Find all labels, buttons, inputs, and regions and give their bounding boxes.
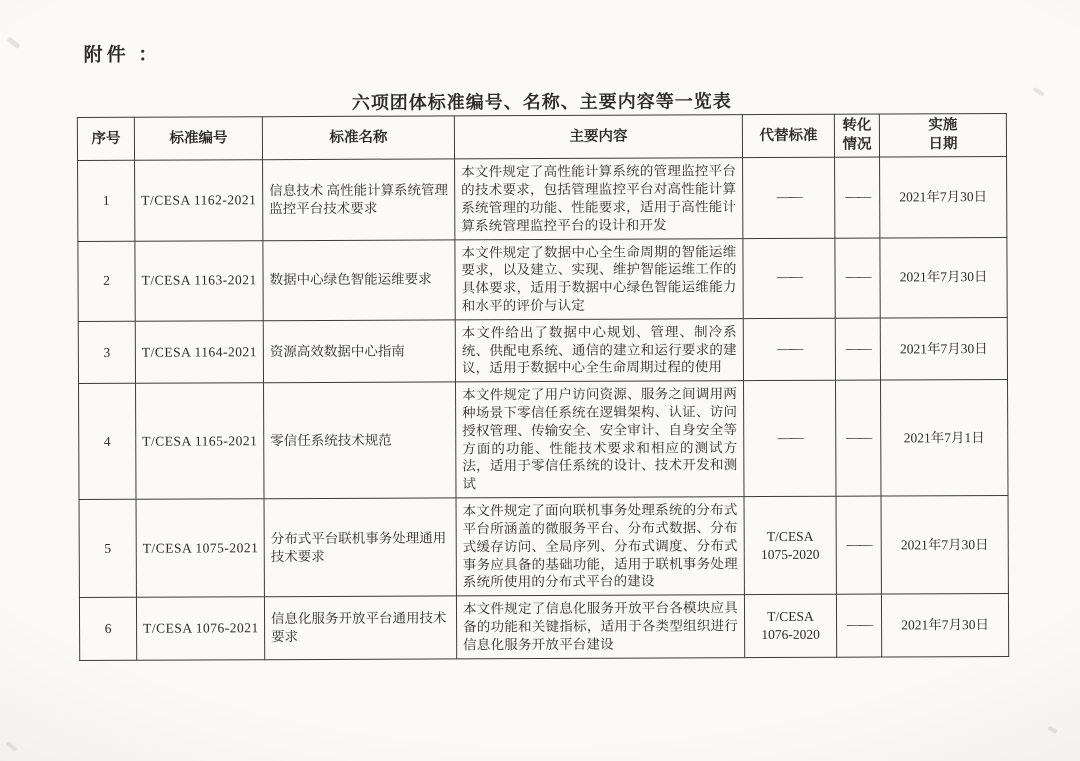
cell-implementation-date: 2021年7月1日 bbox=[881, 380, 1009, 496]
cell-replaced-standard: T/CESA 1076-2020 bbox=[744, 594, 836, 657]
cell-seq-number: 5 bbox=[79, 499, 136, 597]
cell-replaced-standard bbox=[744, 380, 837, 496]
column-header-code: 标准编号 bbox=[134, 117, 262, 161]
dash-placeholder: —— bbox=[846, 537, 871, 553]
cell-standard-code: T/CESA 1075-2021 bbox=[136, 499, 264, 598]
cell-seq-number: 6 bbox=[79, 597, 136, 660]
cell-seq-number: 2 bbox=[78, 241, 135, 321]
cell-standard-name: 信息化服务开放平台通用技术要求 bbox=[264, 596, 456, 659]
column-header-seq: 序号 bbox=[77, 117, 134, 160]
scan-artifact bbox=[1047, 726, 1058, 734]
header-row bbox=[77, 113, 1006, 160]
cell-conversion-status bbox=[835, 157, 880, 237]
dash-placeholder: —— bbox=[845, 189, 870, 205]
dash-placeholder: —— bbox=[846, 430, 871, 446]
table-row bbox=[79, 496, 1008, 598]
cell-main-content: 本文件规定了信息化服务开放平台各模块应具备的功能和关键指标，适用于各类型组织进行信息化服务开放平台建设 bbox=[456, 595, 744, 659]
cell-implementation-date: 2021年7月30日 bbox=[881, 594, 1008, 657]
scan-artifact bbox=[1033, 87, 1045, 97]
cell-standard-name: 信息技术 高性能计算系统管理监控平台技术要求 bbox=[263, 159, 455, 240]
cell-main-content: 本文件给出了数据中心规划、管理、制冷系统、供配电系统、通信的建立和运行要求的建议，适用于数据中心全生命周期过程的使用 bbox=[455, 318, 743, 382]
dash-placeholder: —— bbox=[777, 430, 802, 446]
dash-placeholder: —— bbox=[777, 341, 802, 357]
cell-main-content: 本文件规定了面向联机事务处理系统的分布式平台所涵盖的微服务平台、分布式数据、分布式缓存访问、全局序列、分布式调度、分布式事务应具备的基础功能，适用于联机事务处理系统所使用的分布式平台的建设 bbox=[456, 497, 744, 596]
dash-placeholder: —— bbox=[845, 269, 870, 286]
cell-implementation-date: 2021年7月30日 bbox=[881, 496, 1008, 595]
dash-placeholder: —— bbox=[776, 190, 801, 206]
column-header-content: 主要内容 bbox=[454, 115, 742, 160]
cell-conversion-status bbox=[836, 380, 882, 496]
cell-implementation-date: 2021年7月30日 bbox=[880, 157, 1007, 238]
cell-standard-name: 分布式平台联机事务处理通用技术要求 bbox=[264, 498, 456, 597]
cell-standard-code: T/CESA 1165-2021 bbox=[136, 383, 265, 499]
cell-standard-code: T/CESA 1164-2021 bbox=[135, 320, 263, 383]
scan-artifact bbox=[6, 37, 20, 50]
cell-main-content: 本文件规定了数据中心全生命周期的智能运维要求，以及建立、实现、维护智能运维工作的具体要求，适用于数据中心绿色智能运维能力和水平的评价与认定 bbox=[455, 238, 743, 320]
table-row bbox=[79, 380, 1008, 500]
column-header-conversion: 转化 情况 bbox=[834, 114, 879, 157]
column-header-date: 实施 日期 bbox=[879, 113, 1006, 157]
table-row bbox=[78, 317, 1007, 383]
cell-standard-name: 资源高效数据中心指南 bbox=[263, 320, 455, 383]
table-row bbox=[78, 237, 1007, 321]
table-header bbox=[77, 113, 1006, 160]
table-row bbox=[78, 157, 1007, 241]
cell-standard-code: T/CESA 1163-2021 bbox=[135, 240, 263, 321]
standards-table bbox=[77, 113, 1009, 661]
cell-conversion-status bbox=[836, 594, 881, 657]
cell-replaced-standard bbox=[743, 238, 835, 319]
cell-seq-number: 3 bbox=[78, 321, 135, 384]
cell-conversion-status bbox=[835, 238, 880, 318]
table-row bbox=[79, 594, 1008, 660]
cell-replaced-standard: T/CESA 1075-2020 bbox=[744, 496, 836, 594]
cell-conversion-status bbox=[835, 318, 880, 381]
column-header-name: 标准名称 bbox=[262, 116, 454, 160]
scan-artifact bbox=[6, 741, 18, 752]
column-header-replaces: 代替标准 bbox=[742, 114, 834, 158]
dash-placeholder: —— bbox=[847, 617, 872, 633]
cell-standard-code: T/CESA 1076-2021 bbox=[136, 597, 264, 660]
cell-replaced-standard bbox=[743, 157, 835, 238]
cell-replaced-standard bbox=[743, 318, 835, 381]
cell-main-content: 本文件规定了高性能计算系统的管理监控平台的技术要求，包括管理监控平台对高性能计算系统管理的功能、性能要求，适用于高性能计算系统管理监控平台的设计和开发 bbox=[455, 158, 743, 240]
page-title: 六项团体标准编号、名称、主要内容等一览表 bbox=[351, 91, 732, 113]
cell-seq-number: 1 bbox=[78, 161, 135, 241]
cell-standard-name: 零信任系统技术规范 bbox=[264, 382, 457, 499]
cell-implementation-date: 2021年7月30日 bbox=[880, 317, 1007, 380]
cell-main-content: 本文件规定了用户访问资源、服务之间调用两种场景下零信任系统在逻辑架构、认证、访问授权管理、传输安全、安全审计、自身安全等方面的功能、性能技术要求和相应的测试方法，适用于零信任系统的设计、技术开发和测试 bbox=[456, 381, 745, 498]
dash-placeholder: —— bbox=[845, 341, 870, 357]
cell-conversion-status bbox=[836, 496, 881, 594]
cell-implementation-date: 2021年7月30日 bbox=[880, 237, 1007, 318]
standards-table-body bbox=[78, 157, 1009, 660]
attachment-label: 附件 ： bbox=[83, 44, 162, 66]
cell-standard-name: 数据中心绿色智能运维要求 bbox=[263, 239, 455, 320]
cell-standard-code: T/CESA 1162-2021 bbox=[135, 160, 263, 241]
dash-placeholder: —— bbox=[777, 270, 802, 286]
cell-seq-number: 4 bbox=[79, 383, 137, 499]
